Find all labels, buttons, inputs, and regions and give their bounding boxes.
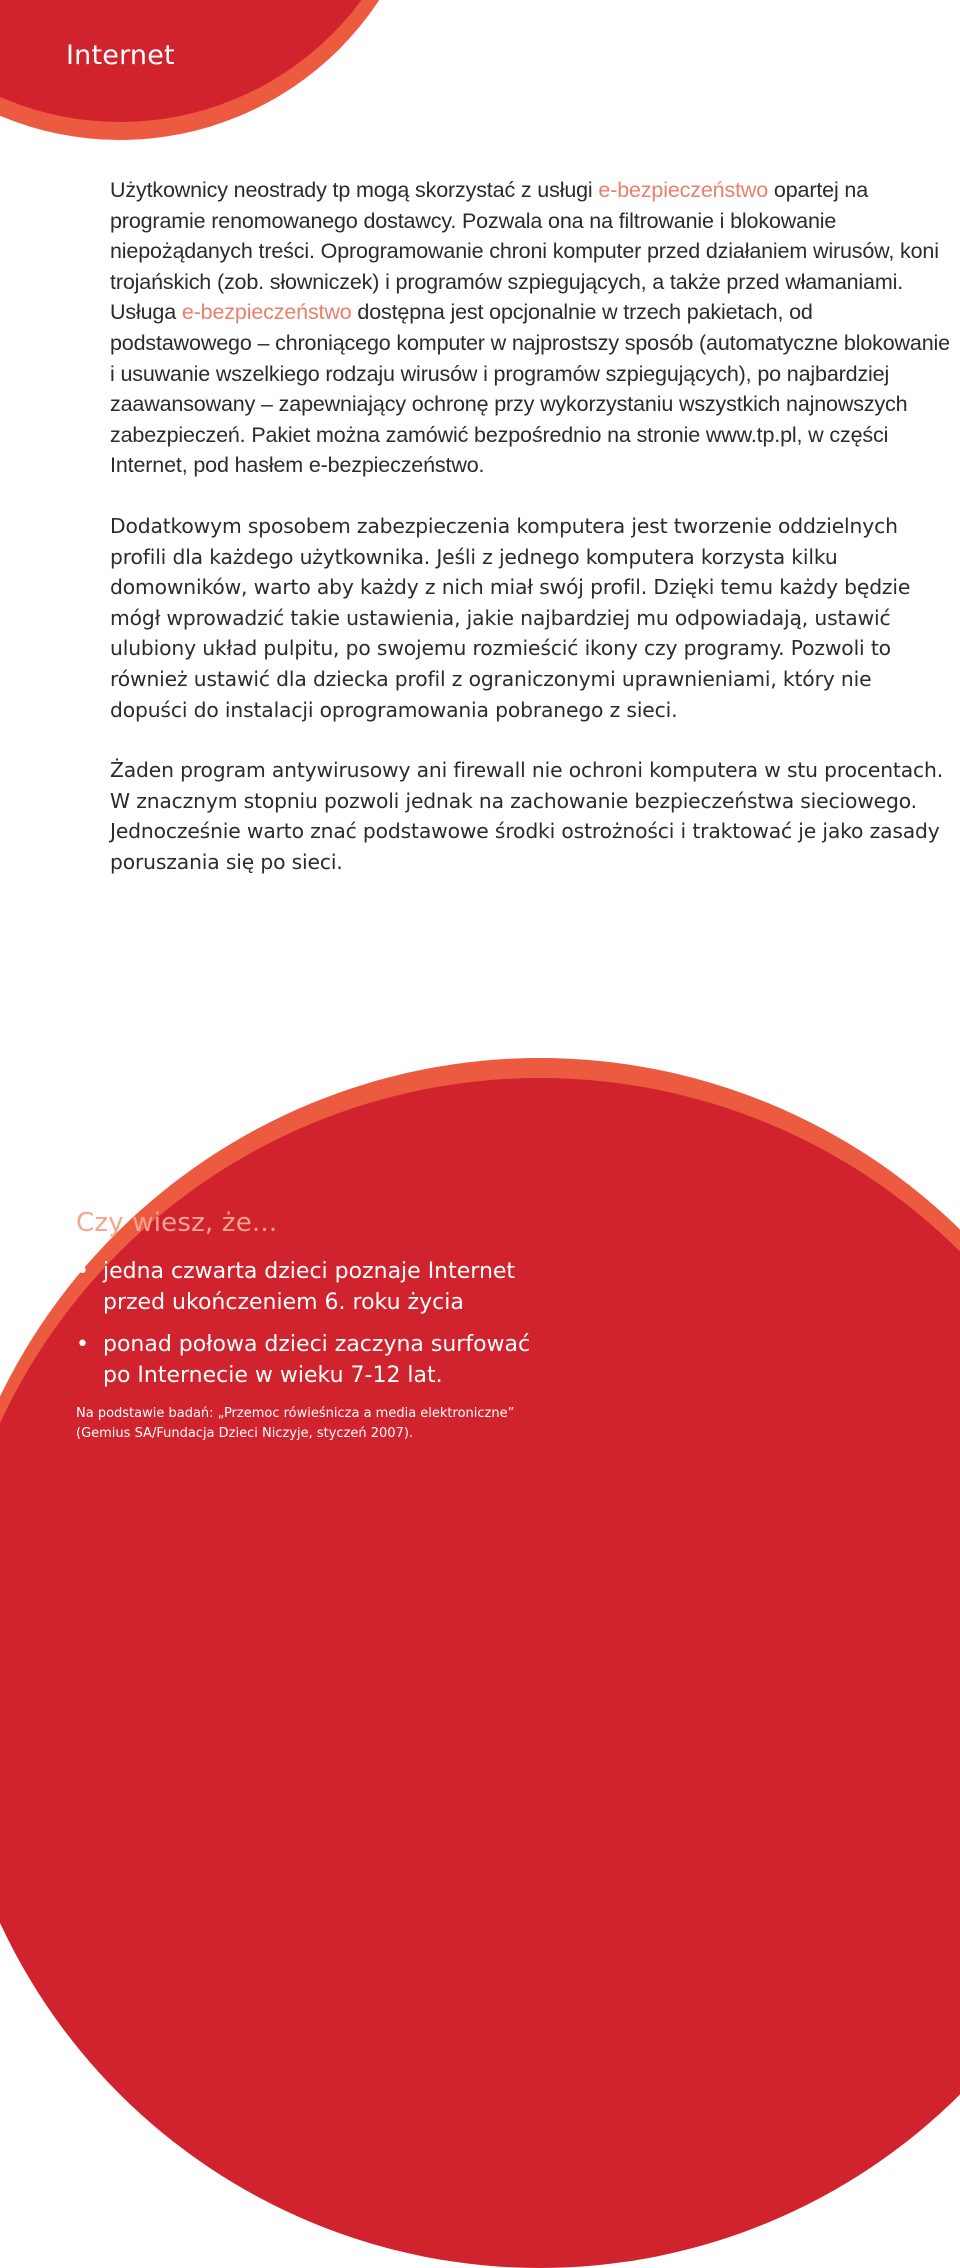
fact-text-line: jedna czwarta dzieci poznaje Internet: [103, 1259, 516, 1284]
source-note: [76, 1404, 936, 1444]
paragraph-text: Użytkownicy neostrady tp mogą skorzystać z usługi: [110, 178, 599, 202]
did-you-know-title: Czy wiesz, że...: [76, 1208, 278, 1238]
fact-text-line: po Internecie w wieku 7-12 lat.: [103, 1363, 443, 1388]
service-name-highlight: e-bezpieczeństwo: [181, 300, 352, 325]
fact-text-line: przed ukończeniem 6. roku życia: [103, 1290, 464, 1315]
bullet-icon: •: [76, 1259, 89, 1284]
paragraph-text: opartej na programie renomowanego dostawcy. Pozwala ona na filtrowanie i blokowanie niepożądanych treści. Oprogramowanie chroni komputer przed działaniem wirusów, koni trojańskich (zob. słowniczek) i programów szpiegujących, a także przed włamaniami. Usługa: [110, 178, 939, 325]
paragraph-e-security: [110, 175, 950, 481]
source-line: (Gemius SA/Fundacja Dzieci Niczyje, styczeń 2007).: [76, 1426, 414, 1441]
article-body: [110, 175, 950, 877]
source-line: Na podstawie badań: „Przemoc rówieśnicza a media elektroniczne”: [76, 1406, 515, 1421]
fact-text-line: ponad połowa dzieci zaczyna surfować: [103, 1332, 531, 1357]
bullet-icon: •: [76, 1332, 89, 1357]
fact-item: [76, 1256, 936, 1318]
did-you-know-box: [76, 1208, 936, 1444]
fact-item: [76, 1329, 936, 1391]
paragraph-text: dostępna jest opcjonalnie w trzech pakietach, od podstawowego – chroniącego komputer w najprostszy sposób (automatyczne blokowanie i usuwanie wszelkiego rodzaju wirusów i programów szpiegujących), po najbardziej zaawansowany – zapewniający ochronę przy wykorzystaniu wszystkich najnowszych zabezpieczeń. Pakiet można zamówić bezpośrednio na stronie www.tp.pl, w części Internet, pod hasłem e-bezpieczeństwo.: [110, 300, 950, 478]
paragraph-antivirus: Żaden program antywirusowy ani firewall nie ochroni komputera w stu procentach. W znacznym stopniu pozwoli jednak na zachowanie bezpieczeństwa sieciowego. Jednocześnie warto znać podstawowe środki ostrożności i traktować je jako zasady poruszania się po sieci.: [110, 758, 944, 874]
section-title: Internet: [66, 40, 175, 71]
fact-list: [76, 1256, 936, 1391]
paragraph-user-profiles: Dodatkowym sposobem zabezpieczenia komputera jest tworzenie oddzielnych profili dla każdego użytkownika. Jeśli z jednego komputera korzysta kilku domowników, warto aby każdy z nich miał swój profil. Dzięki temu każdy będzie mógł wprowadzić takie ustawienia, jakie najbardziej mu odpowiadają, ustawić ulubiony układ pulpitu, po swojemu rozmieścić ikony czy programy. Pozwoli to również ustawić dla dziecka profil z ograniczonymi uprawnieniami, który nie dopuści do instalacji oprogramowania pobranego z sieci.: [110, 513, 911, 722]
service-name-highlight: e-bezpieczeństwo: [598, 178, 769, 202]
